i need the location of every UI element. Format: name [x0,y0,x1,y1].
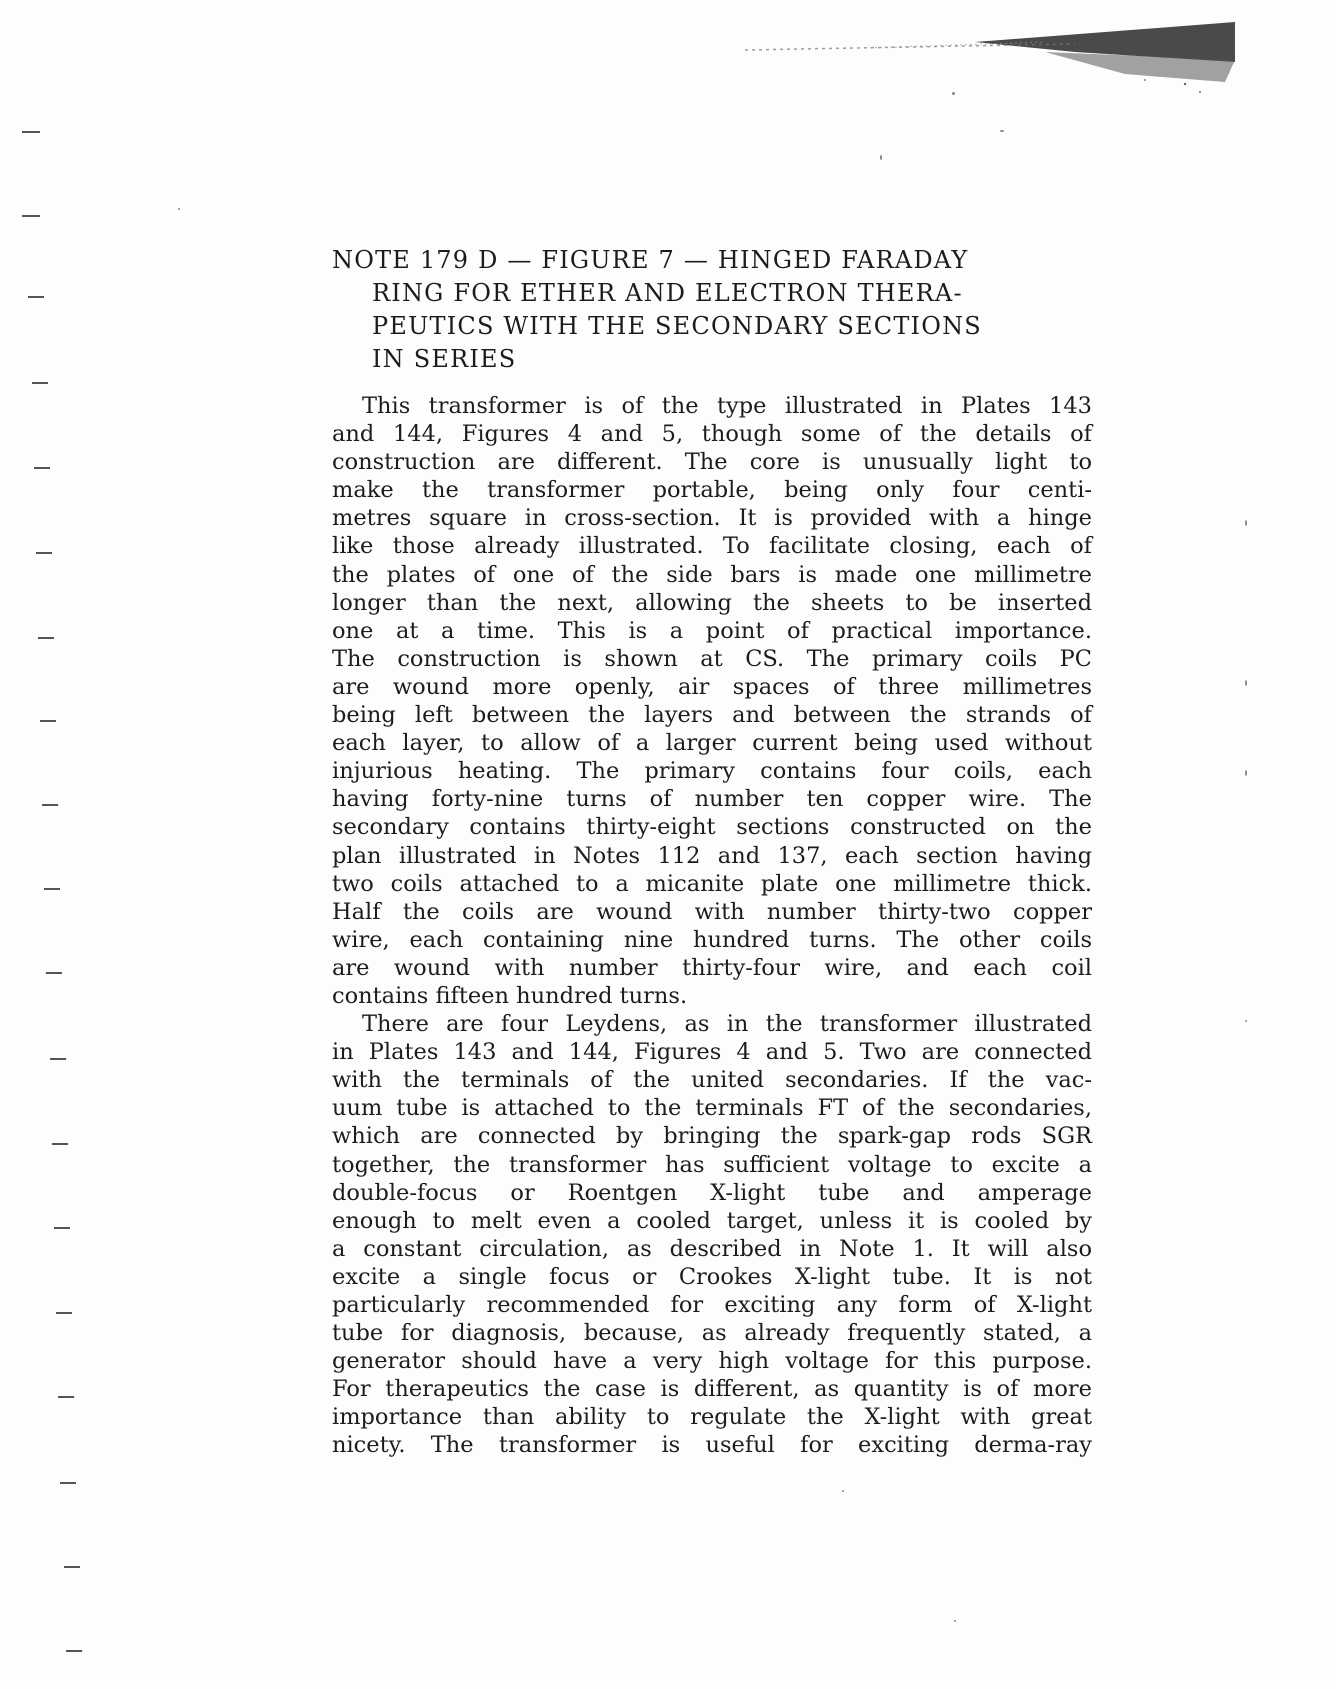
speck [1000,130,1004,132]
text-line: contains fifteen hundred turns. [332,982,688,1009]
text-line: are wound with number thirty-four wire, and each coil [332,954,1092,981]
text-line: nicety. The transformer is useful for exciting derma-ray [332,1432,1092,1459]
margin-mark [40,720,56,722]
text-line: excite a single focus or Crookes X-light tube. It is not [332,1263,1092,1290]
margin-mark [46,972,62,974]
text-line: Half the coils are wound with number thirty-two copper [332,898,1092,925]
note-heading [332,244,1092,376]
margin-mark [52,1143,68,1145]
margin-mark [58,1396,74,1398]
margin-mark [54,1227,70,1229]
margin-mark [22,131,40,133]
text-line: particularly recommended for exciting any form of X-light [332,1292,1092,1318]
paragraph-transformer-description [332,392,1092,1010]
speck [1245,520,1247,526]
text-line: which are connected by bringing the spark-gap rods SGR [332,1123,1092,1150]
heading-line: NOTE 179 D — FIGURE 7 — HINGED FARADAY [332,246,969,274]
margin-mark [64,1566,80,1568]
margin-mark [50,1058,66,1060]
text-line: a constant circulation, as described in Note 1. It will also [332,1235,1092,1262]
speck [954,1620,956,1622]
text-line: The construction is shown at CS. The primary coils PC [332,645,1092,672]
text-line: This transformer is of the type illustrated in Plates 143 [362,393,1092,419]
text-line: importance than ability to regulate the X-light with great [332,1404,1092,1431]
text-line: construction are different. The core is unusually light to [332,449,1092,476]
text-line: are wound more openly, air spaces of three millimetres [332,673,1092,700]
speck [178,208,180,210]
text-line: together, the transformer has sufficient voltage to excite a [332,1151,1092,1178]
text-line: uum tube is attached to the terminals FT of the secondaries, [332,1095,1092,1122]
text-line: For therapeutics the case is different, as quantity is of more [332,1376,1092,1403]
margin-mark [34,467,50,469]
text-line: tube for diagnosis, because, as already frequently stated, a [332,1320,1092,1347]
text-line: in Plates 143 and 144, Figures 4 and 5. Two are connected [332,1039,1092,1066]
text-line: each layer, to allow of a larger current being used without [332,730,1092,757]
text-line: having forty-nine turns of number ten copper wire. The [332,786,1092,813]
heading-line: PEUTICS WITH THE SECONDARY SECTIONS [372,312,982,340]
margin-mark [60,1482,76,1484]
text-line: secondary contains thirty-eight sections constructed on the [332,814,1092,841]
margin-mark [28,296,44,298]
text-line: being left between the layers and between the strands of [332,702,1092,729]
text-line: enough to melt even a cooled target, unless it is cooled by [332,1207,1092,1234]
speck [880,155,882,160]
speck [842,1490,844,1492]
text-line: double-focus or Roentgen X-light tube and amperage [332,1179,1092,1206]
text-line: one at a time. This is a point of practical importance. [332,617,1092,644]
margin-mark [36,552,52,554]
speck [952,92,955,95]
paragraph-leydens [332,1010,1092,1460]
text-line: metres square in cross-section. It is provided with a hinge [332,505,1092,532]
body-text [332,392,1092,1460]
margin-mark [44,888,60,890]
text-line: plan illustrated in Notes 112 and 137, each section having [332,842,1092,869]
text-line: longer than the next, allowing the sheets to be inserted [332,589,1092,616]
text-line: and 144, Figures 4 and 5, though some of the details of [332,421,1092,448]
margin-mark [66,1650,82,1652]
scan-smudge-artifact [745,22,1235,112]
speck [1245,1020,1247,1022]
speck [1245,680,1247,686]
margin-mark [32,382,48,384]
text-line: wire, each containing nine hundred turns. The other coils [332,926,1092,953]
text-line: the plates of one of the side bars is made one millimetre [332,561,1092,588]
heading-line: RING FOR ETHER AND ELECTRON THERA- [372,279,963,307]
text-line: two coils attached to a micanite plate one millimetre thick. [332,870,1092,897]
text-line: generator should have a very high voltage for this purpose. [332,1348,1092,1375]
speck [1245,770,1247,776]
margin-mark [38,637,54,639]
heading-line: IN SERIES [372,345,517,373]
margin-mark [56,1312,72,1314]
text-line: like those already illustrated. To facilitate closing, each of [332,533,1092,560]
text-line: with the terminals of the united secondaries. If the vac- [332,1067,1092,1094]
text-line: There are four Leydens, as in the transformer illustrated [362,1011,1092,1038]
margin-mark [42,804,58,806]
margin-mark [22,215,40,217]
text-line: injurious heating. The primary contains four coils, each [332,758,1092,785]
text-line: make the transformer portable, being only four centi- [332,477,1092,504]
